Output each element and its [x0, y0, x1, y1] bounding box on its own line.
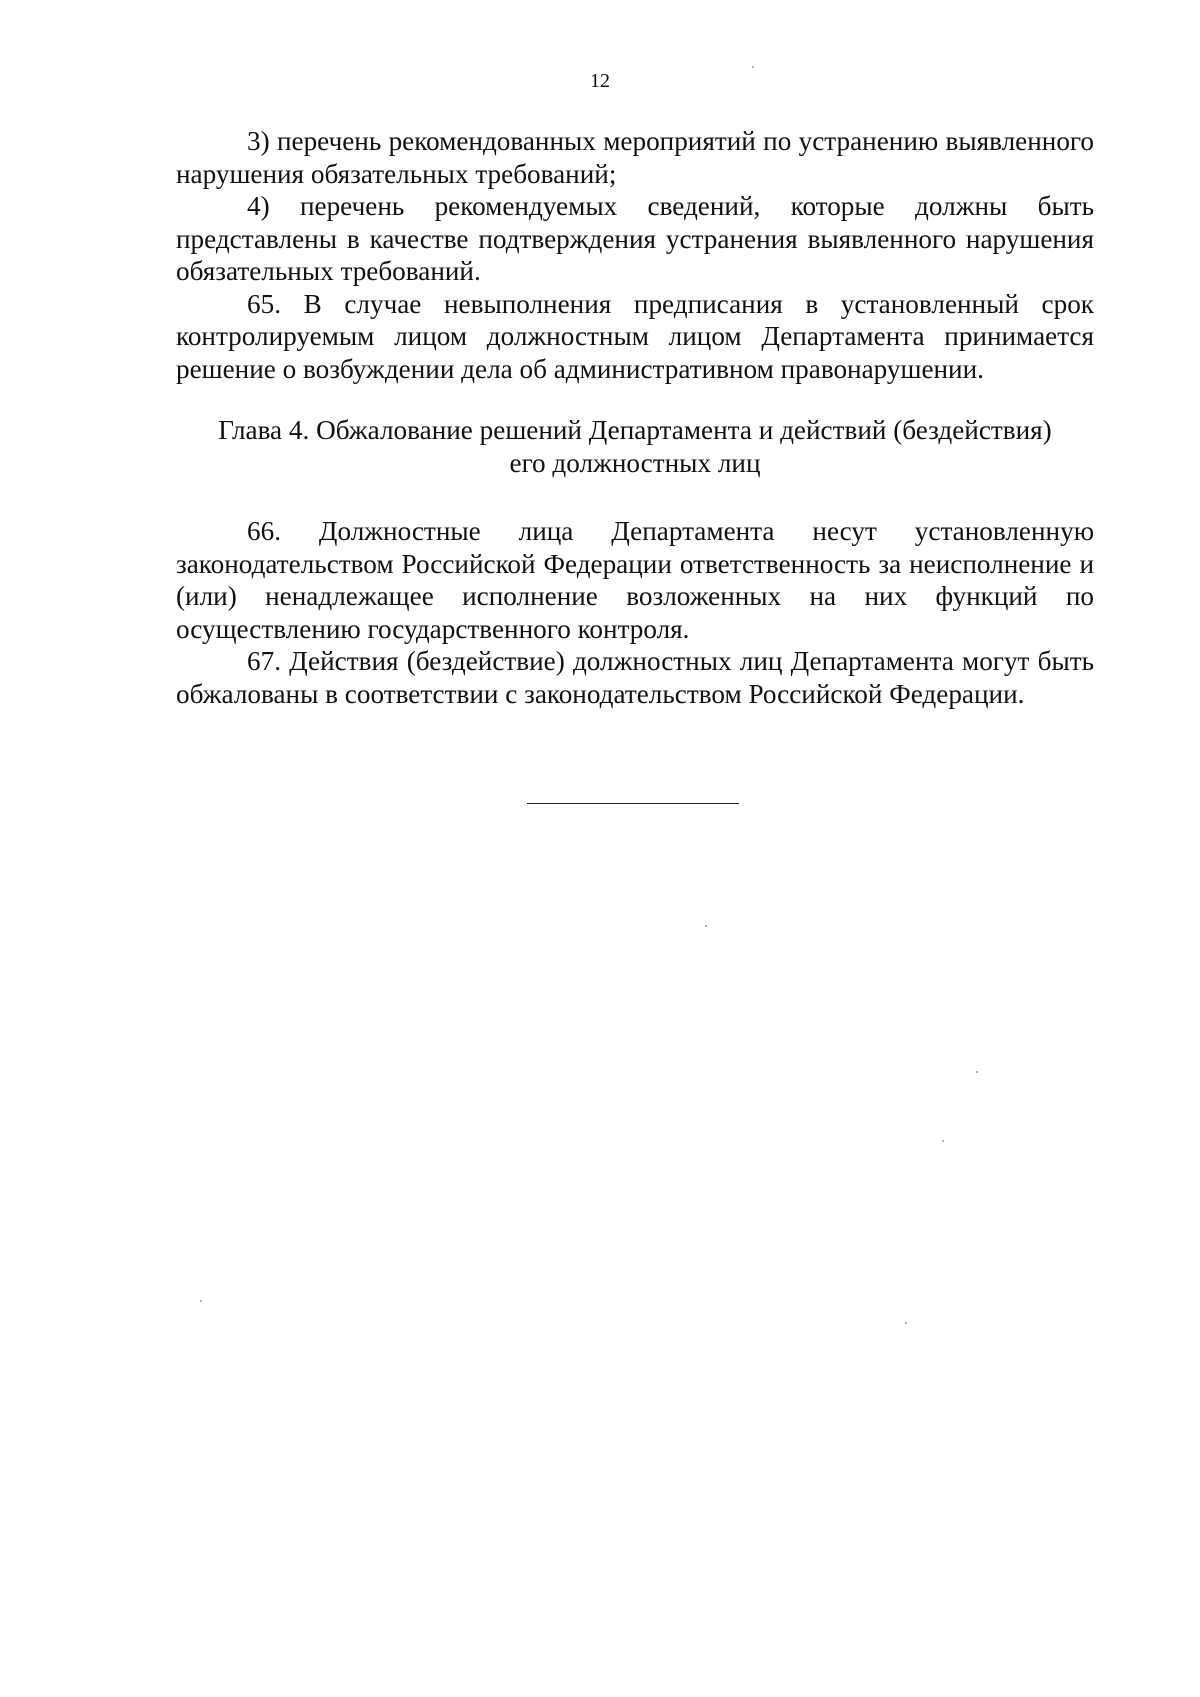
scan-speck: [705, 925, 707, 927]
chapter-heading-line-2: его должностных лиц: [509, 447, 761, 478]
chapter-heading-line-1: Глава 4. Обжалование решений Департамента и действий (бездействия): [218, 415, 1052, 445]
page-number: 12: [590, 70, 610, 92]
chapter-heading: [176, 414, 1094, 479]
scan-speck: [752, 66, 754, 68]
scan-speck: [905, 1322, 907, 1324]
scan-speck: [200, 1300, 202, 1302]
document-body: [176, 125, 1094, 710]
paragraph-66: 66. Должностные лица Департамента несут установленную законодательством Российской Федерации ответственность за неисполнение и (или) ненадлежащее исполнение возложенных на них функций по осуществлению государственного контроля.: [176, 516, 1094, 644]
scan-speck: [976, 1071, 978, 1073]
list-item-3: 3) перечень рекомендованных мероприятий по устранению выявленного нарушения обязательных требований;: [176, 126, 1094, 189]
scan-speck: [942, 1140, 944, 1142]
paragraph-67: 67. Действия (бездействие) должностных лиц Департамента могут быть обжалованы в соответствии с законодательством Российской Федерации.: [176, 646, 1094, 709]
list-item-4: 4) перечень рекомендуемых сведений, которые должны быть представлены в качестве подтверждения устранения выявленного нарушения обязательных требований.: [176, 191, 1094, 286]
end-of-text-rule: [527, 803, 739, 804]
paragraph-65: 65. В случае невыполнения предписания в установленный срок контролируемым лицом должностным лицом Департамента принимается решение о возбуждении дела об административном правонарушении.: [176, 288, 1094, 384]
